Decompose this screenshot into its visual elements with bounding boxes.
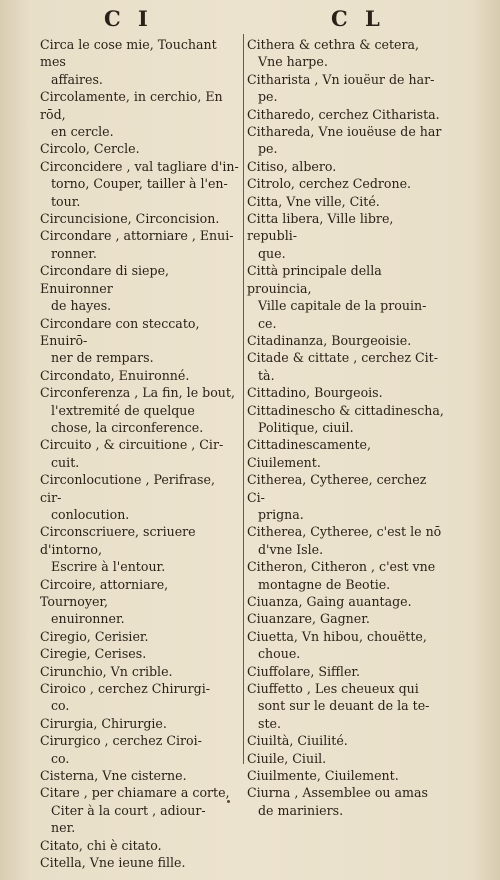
dictionary-entry: [40, 767, 240, 784]
dictionary-entry: [247, 523, 447, 558]
dictionary-entry: [40, 837, 240, 854]
entry-headword-line: Circoncidere , val tagliare d'in-: [40, 158, 239, 174]
left-column-header: C I: [104, 6, 153, 31]
entry-continuation-line: l'extremité de quelque: [51, 402, 195, 418]
entry-continuation-line: affaires.: [51, 71, 103, 87]
entry-headword-line: Citade & cittate , cerchez Cit-: [247, 350, 438, 366]
entry-headword-line: Cittadino, Bourgeois.: [247, 385, 383, 401]
entry-headword-line: Citrolo, cerchez Cedrone.: [247, 176, 412, 192]
dictionary-entry: [40, 576, 240, 628]
entry-continuation-line: en cercle.: [51, 124, 114, 140]
right-column: [247, 36, 447, 819]
dictionary-entry: [40, 140, 240, 157]
dictionary-entry: [247, 436, 447, 471]
entry-headword-line: Cittadinescho & cittadinescha,: [247, 402, 444, 418]
entry-continuation-line: ce.: [258, 315, 277, 331]
entry-headword-line: Circonscriuere, scriuere d'intorno,: [40, 524, 196, 557]
dictionary-entry: [247, 332, 447, 349]
entry-headword-line: Cittadinescamente, Ciuilement.: [247, 437, 371, 470]
dictionary-entry: [40, 471, 240, 523]
entry-continuation-line: ste.: [258, 715, 281, 731]
right-column-header: C L: [331, 6, 385, 31]
entry-headword-line: Ciregio, Cerisier.: [40, 628, 149, 644]
entry-headword-line: Citta, Vne ville, Cité.: [247, 193, 380, 209]
entry-continuation-line: conlocution.: [51, 506, 130, 522]
dictionary-entry: [247, 36, 447, 71]
left-column: [40, 36, 240, 872]
dictionary-entry: [40, 628, 240, 645]
entry-headword-line: Citiso, albero.: [247, 158, 337, 174]
entry-headword-line: Citheron, Citheron , c'est vne: [247, 559, 436, 575]
entry-headword-line: Circondare con steccato, Enuirō-: [40, 315, 200, 348]
entry-headword-line: Citherea, Cytheree, cerchez Ci-: [247, 472, 427, 505]
entry-headword-line: Circondare , attorniare , Enui-: [40, 228, 234, 244]
entry-headword-line: Citharedo, cerchez Citharista.: [247, 106, 440, 122]
entry-headword-line: Citharista , Vn iouëur de har-: [247, 71, 435, 87]
entry-headword-line: Citherea, Cytheree, c'est le nō: [247, 524, 442, 540]
dictionary-entry: [40, 315, 240, 367]
entry-headword-line: Circolamente, in cerchio, En rōd,: [40, 89, 223, 122]
entry-continuation-line: chose, la circonference.: [51, 419, 204, 435]
dictionary-entry: [40, 645, 240, 662]
column-divider: [243, 34, 244, 764]
entry-continuation-line: choue.: [258, 646, 301, 662]
dictionary-entry: [40, 715, 240, 732]
entry-headword-line: Circolo, Cercle.: [40, 141, 140, 157]
entry-continuation-line: Escrire à l'entour.: [51, 559, 166, 575]
dictionary-entry: [40, 732, 240, 767]
entry-continuation-line: tà.: [258, 367, 275, 383]
dictionary-entry: [247, 628, 447, 663]
entry-headword-line: Ciurna , Assemblee ou amas: [247, 785, 428, 801]
entry-headword-line: Circondare di siepe, Enuironner: [40, 263, 170, 296]
entry-headword-line: Ciuiltà, Ciuilité.: [247, 733, 348, 749]
dictionary-entry: [247, 384, 447, 401]
entry-continuation-line: pe.: [258, 141, 278, 157]
entry-continuation-line: d'vne Isle.: [258, 541, 324, 557]
dictionary-entry: [247, 71, 447, 106]
entry-continuation-line: de mariniers.: [258, 802, 344, 818]
entry-headword-line: Cirunchio, Vn crible.: [40, 663, 173, 679]
dictionary-entry: [40, 784, 240, 836]
entry-continuation-line: Politique, ciuil.: [258, 419, 354, 435]
dictionary-entry: [247, 193, 447, 210]
dictionary-entry: [247, 262, 447, 332]
dictionary-entry: [247, 349, 447, 384]
dictionary-entry: [247, 558, 447, 593]
entry-headword-line: Citare , per chiamare a corte,: [40, 785, 230, 801]
entry-headword-line: Ciuffolare, Siffler.: [247, 663, 361, 679]
entry-continuation-line: Vne harpe.: [258, 54, 328, 70]
entry-headword-line: Circoire, attorniare, Tournoyer,: [40, 576, 169, 609]
dictionary-entry: [247, 750, 447, 767]
entry-headword-line: Ciuffetto , Les cheueux qui: [247, 681, 419, 697]
dictionary-entry: [40, 210, 240, 227]
entry-headword-line: Ciuanza, Gaing auantage.: [247, 594, 412, 609]
dictionary-entry: [40, 36, 240, 88]
entry-continuation-line: tour.: [51, 193, 81, 209]
page-mark: [227, 800, 230, 803]
dictionary-entry: [247, 158, 447, 175]
dictionary-entry: [247, 593, 447, 610]
dictionary-entry: [40, 158, 240, 210]
entry-headword-line: Cirurgia, Chirurgie.: [40, 715, 167, 731]
dictionary-entry: [40, 523, 240, 575]
entry-headword-line: Circa le cose mie, Touchant mes: [40, 37, 217, 70]
entry-headword-line: Circuito , & circuitione , Cir-: [40, 437, 224, 453]
entry-headword-line: Ciuile, Ciuil.: [247, 750, 327, 766]
entry-headword-line: Cisterna, Vne cisterne.: [40, 768, 187, 784]
entry-headword-line: Ciuilmente, Ciuilement.: [247, 768, 399, 784]
entry-headword-line: Circondato, Enuironné.: [40, 367, 190, 383]
entry-continuation-line: ronner.: [51, 245, 97, 261]
entry-headword-line: Circonlocutione , Perifrase, cir-: [40, 472, 215, 505]
entry-headword-line: Ciroico , cerchez Chirurgi-: [40, 681, 210, 697]
entry-headword-line: Circonferenza , La fin, le bout,: [40, 385, 235, 401]
dictionary-entry: [247, 402, 447, 437]
dictionary-entry: [40, 384, 240, 436]
entry-headword-line: Citato, chi è citato.: [40, 837, 162, 853]
entry-continuation-line: de hayes.: [51, 298, 112, 314]
entry-continuation-line: pe.: [258, 89, 278, 105]
entry-continuation-line: co.: [51, 698, 70, 714]
entry-continuation-line: Ville capitale de la prouin-: [258, 298, 427, 314]
entry-continuation-line: ner de rempars.: [51, 350, 154, 366]
dictionary-entry: [247, 210, 447, 262]
dictionary-entry: [247, 123, 447, 158]
dictionary-entry: [247, 732, 447, 749]
dictionary-entry: [247, 106, 447, 123]
dictionary-entry: [247, 610, 447, 627]
dictionary-entry: [40, 227, 240, 262]
dictionary-entry: [40, 680, 240, 715]
entry-headword-line: Cithera & cethra & cetera,: [247, 37, 420, 52]
dictionary-entry: [40, 854, 240, 871]
dictionary-entry: [40, 262, 240, 314]
entry-continuation-line: enuironner.: [51, 611, 125, 627]
entry-headword-line: Citella, Vne ieune fille.: [40, 855, 186, 871]
dictionary-entry: [247, 663, 447, 680]
dictionary-entry: [247, 680, 447, 732]
entry-continuation-line: que.: [258, 245, 286, 261]
entry-continuation-line: ner.: [51, 820, 76, 836]
dictionary-entry: [247, 784, 447, 819]
entry-headword-line: Cirurgico , cerchez Ciroi-: [40, 733, 202, 749]
entry-headword-line: Citadinanza, Bourgeoisie.: [247, 332, 412, 348]
entry-headword-line: Ciuetta, Vn hibou, chouëtte,: [247, 628, 427, 644]
entry-headword-line: Cithareda, Vne iouëuse de har: [247, 124, 442, 140]
entry-headword-line: Circuncisione, Circoncision.: [40, 211, 220, 227]
entry-continuation-line: cuit.: [51, 454, 80, 470]
dictionary-entry: [247, 767, 447, 784]
dictionary-entry: [40, 663, 240, 680]
dictionary-entry: [40, 436, 240, 471]
entry-continuation-line: prigna.: [258, 506, 304, 522]
dictionary-entry: [40, 367, 240, 384]
entry-continuation-line: Citer à la court , adiour-: [51, 802, 206, 818]
entry-headword-line: Ciuanzare, Gagner.: [247, 611, 370, 627]
entry-headword-line: Ciregie, Cerises.: [40, 646, 147, 662]
entry-continuation-line: torno, Couper, tailler à l'en-: [51, 176, 228, 192]
entry-headword-line: Città principale della prouincia,: [247, 263, 382, 296]
entry-continuation-line: sont sur le deuant de la te-: [258, 698, 430, 714]
dictionary-entry: [247, 471, 447, 523]
dictionary-entry: [40, 88, 240, 140]
dictionary-entry: [247, 175, 447, 192]
entry-headword-line: Citta libera, Ville libre, republi-: [247, 211, 394, 244]
entry-continuation-line: montagne de Beotie.: [258, 576, 391, 592]
entry-continuation-line: co.: [51, 750, 70, 766]
